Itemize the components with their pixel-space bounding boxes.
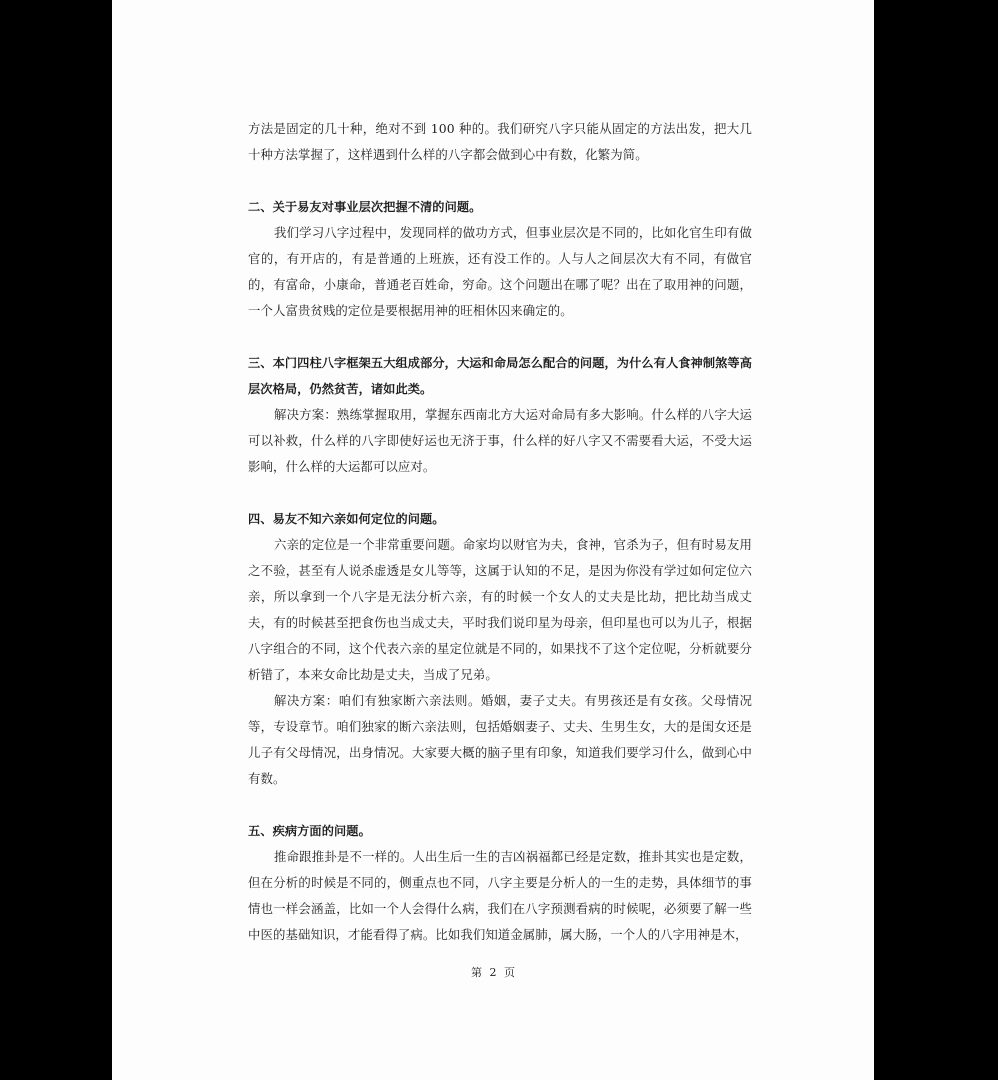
section-5-paragraph-1: 推命跟推卦是不一样的。人出生后一生的吉凶祸福都已经是定数，推卦其实也是定数，但在分析的时候是不同的，侧重点也不同，八字主要是分析人的一生的走势，具体细节的事情也一样会涵盖，比如一个人会得什么病，我们在八字预测看病的时候呢，必须要了解一些中医的基础知识，才能看得了病。比如我们知道金属肺，属大肠，一个人的八字用神是木， <box>248 849 752 942</box>
section-4-heading: 四、易友不知六亲如何定位的问题。 <box>248 512 445 526</box>
section-5-heading: 五、疾病方面的问题。 <box>248 824 371 838</box>
scanned-page <box>112 0 874 1080</box>
section-2-heading: 二、关于易友对事业层次把握不清的问题。 <box>248 200 482 214</box>
section-4-paragraph-2: 解决方案：咱们有独家断六亲法则。婚姻，妻子丈夫。有男孩还是有女孩。父母情况等，专设章节。咱们独家的断六亲法则，包括婚姻妻子、丈夫、生男生女，大的是闺女还是儿子有父母情况，出身情况。大家要大概的脑子里有印象，知道我们要学习什么，做到心中有数。 <box>248 693 752 786</box>
page-number: 第 2 页 <box>471 966 515 979</box>
page-content <box>248 116 752 948</box>
section-4-paragraph-1: 六亲的定位是一个非常重要问题。命家均以财官为夫，食神，官杀为子，但有时易友用之不验，甚至有人说杀虚透是女儿等等，这属于认知的不足，是因为你没有学过如何定位六亲，所以拿到一个八字是无法分析六亲，有的时候一个女人的丈夫是比劫，把比劫当成丈夫，有的时候甚至把食伤也当成丈夫，平时我们说印星为母亲，但印星也可以为儿子，根据八字组合的不同，这个代表六亲的星定位就是不同的，如果找不了这个定位呢，分析就要分析错了，本来女命比劫是丈夫，当成了兄弟。 <box>248 537 752 682</box>
section-2-paragraph-1: 我们学习八字过程中，发现同样的做功方式，但事业层次是不同的，比如化官生印有做官的，有开店的，有是普通的上班族，还有没工作的。人与人之间层次大有不同，有做官的，有富命，小康命，普通老百姓命，穷命。这个问题出在哪了呢？出在了取用神的问题，一个人富贵贫贱的定位是要根据用神的旺相休囚来确定的。 <box>248 225 752 318</box>
section-3-heading: 三、本门四柱八字框架五大组成部分，大运和命局怎么配合的问题，为什么有人食神制煞等高层次格局，仍然贫苦，诸如此类。 <box>248 356 752 396</box>
section-3-paragraph-1: 解决方案：熟练掌握取用，掌握东西南北方大运对命局有多大影响。什么样的八字大运可以补救，什么样的八字即使好运也无济于事，什么样的好八字又不需要看大运，不受大运影响，什么样的大运都可以应对。 <box>248 407 752 474</box>
intro-paragraph: 方法是固定的几十种，绝对不到 100 种的。我们研究八字只能从固定的方法出发，把大几十种方法掌握了，这样遇到什么样的八字都会做到心中有数，化繁为简。 <box>248 121 752 162</box>
